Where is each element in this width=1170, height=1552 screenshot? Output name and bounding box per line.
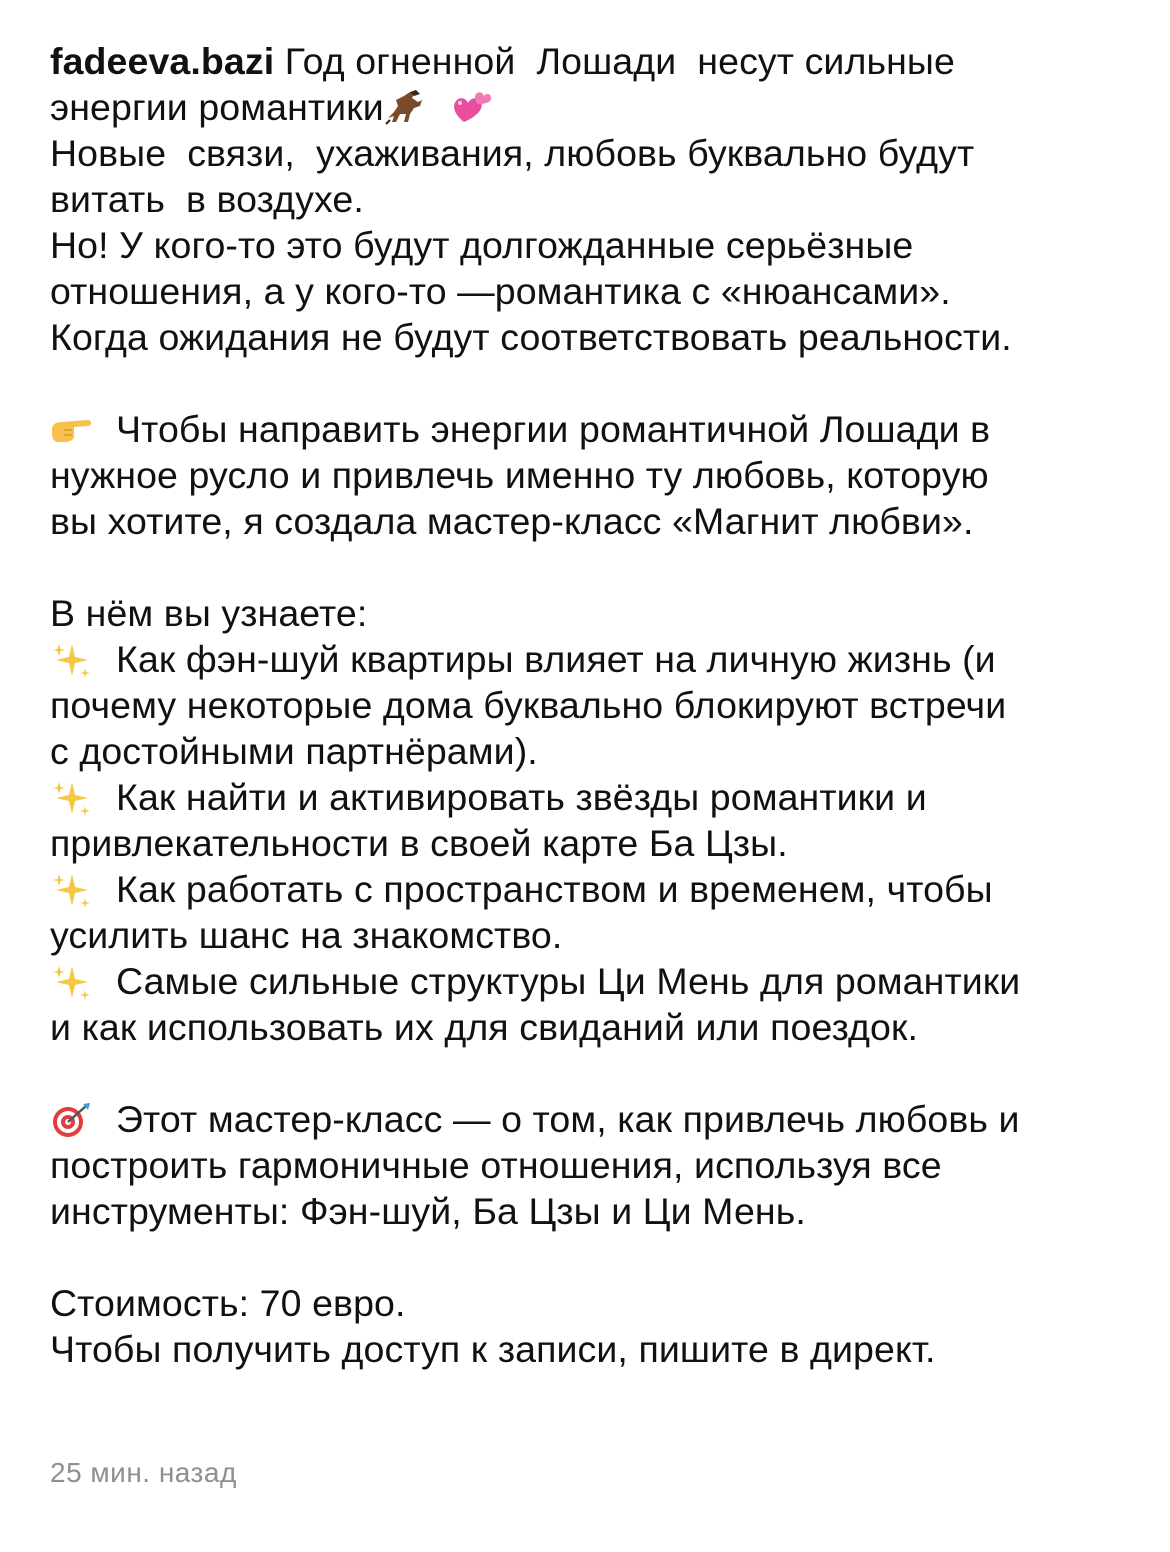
- post-caption: [50, 38, 1125, 1372]
- paragraph-gap: [50, 1050, 1125, 1096]
- caption-line: [50, 84, 1125, 130]
- caption-text: Самые сильные структуры Ци Мень для романтики: [116, 960, 1021, 1002]
- caption-line: [50, 406, 1125, 452]
- horse-emoji-icon: [384, 88, 426, 128]
- caption-text: Как фэн-шуй квартиры влияет на личную жизнь (и: [116, 638, 996, 680]
- caption-line: Когда ожидания не будут соответствовать реальности.: [50, 316, 1012, 358]
- sparkles-emoji-icon: [50, 962, 92, 1002]
- caption-line: почему некоторые дома буквально блокируют встречи: [50, 684, 1007, 726]
- caption-line: вы хотите, я создала мастер-класс «Магнит любви».: [50, 500, 974, 542]
- caption-line: построить гармоничные отношения, используя все: [50, 1144, 942, 1186]
- revolving-hearts-emoji-icon: [450, 88, 492, 128]
- caption-line: отношения, а у кого-то —романтика с «нюансами».: [50, 270, 951, 312]
- caption-line: Новые связи, ухаживания, любовь буквально будут: [50, 132, 975, 174]
- caption-line: [50, 1096, 1125, 1142]
- username-link[interactable]: fadeeva.bazi: [50, 40, 275, 82]
- pointing-right-emoji-icon: [50, 410, 92, 450]
- caption-line: В нём вы узнаете:: [50, 592, 368, 634]
- direct-hit-emoji-icon: [50, 1100, 92, 1140]
- paragraph-gap: [50, 1234, 1125, 1280]
- caption-text: Чтобы направить энергии романтичной Лошади в: [116, 408, 991, 450]
- caption-text: Этот мастер-класс — о том, как привлечь любовь и: [116, 1098, 1020, 1140]
- caption-line: инструменты: Фэн-шуй, Ба Цзы и Ци Мень.: [50, 1190, 806, 1232]
- caption-text: Год огненной Лошади несут сильные: [274, 40, 955, 82]
- caption-line: [50, 866, 1125, 912]
- caption-line: с достойными партнёрами).: [50, 730, 538, 772]
- caption-text: энергии романтики: [50, 86, 384, 128]
- caption-text: Как работать с пространством и временем, чтобы: [116, 868, 993, 910]
- caption-line: привлекательности в своей карте Ба Цзы.: [50, 822, 788, 864]
- caption-line: усилить шанс на знакомство.: [50, 914, 563, 956]
- caption-line: и как использовать их для свиданий или поездок.: [50, 1006, 919, 1048]
- post-timestamp: 25 мин. назад: [50, 1457, 237, 1488]
- caption-line: [50, 38, 1125, 84]
- caption-line: Стоимость: 70 евро.: [50, 1282, 406, 1324]
- caption-line: [50, 636, 1125, 682]
- sparkles-emoji-icon: [50, 640, 92, 680]
- caption-line: нужное русло и привлечь именно ту любовь, которую: [50, 454, 989, 496]
- caption-line: Чтобы получить доступ к записи, пишите в директ.: [50, 1328, 936, 1370]
- sparkles-emoji-icon: [50, 870, 92, 910]
- caption-line: [50, 774, 1125, 820]
- caption-line: [50, 958, 1125, 1004]
- caption-text: Как найти и активировать звёзды романтики и: [116, 776, 927, 818]
- sparkles-emoji-icon: [50, 778, 92, 818]
- paragraph-gap: [50, 360, 1125, 406]
- caption-line: витать в воздухе.: [50, 178, 364, 220]
- caption-line: Но! У кого-то это будут долгожданные серьёзные: [50, 224, 914, 266]
- paragraph-gap: [50, 544, 1125, 590]
